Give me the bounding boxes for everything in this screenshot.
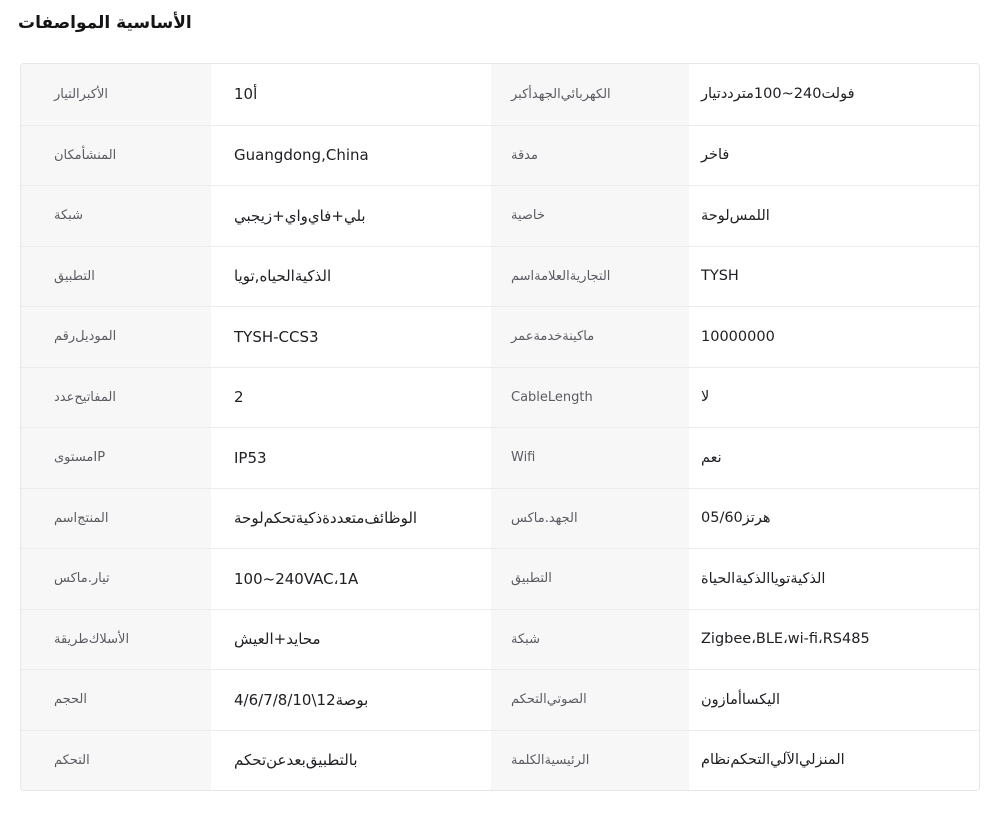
spec-label-left: التطبيق [21, 247, 211, 307]
spec-value-left: 2 [234, 388, 244, 407]
spec-value-left: تويا , الحياه الذكية [234, 267, 332, 286]
spec-value-right: نظام التحكم الآلي المنزلي [701, 752, 845, 769]
spec-value-right: لوحة اللمس [701, 207, 770, 224]
spec-label-right: التطبيق [491, 549, 689, 609]
spec-row [21, 306, 979, 367]
spec-label-left: مكان المنشأ [21, 126, 211, 186]
spec-label-left: التيار الأكبر [21, 64, 211, 125]
spec-value-left: IP53 [234, 448, 267, 467]
spec-label-right: شبكة [491, 610, 689, 670]
spec-value-right: أمازون اليكسا [701, 691, 781, 708]
spec-label-left: التحكم [21, 731, 211, 791]
spec-label-left: شبكة [21, 186, 211, 246]
spec-label-right: أكبر الجهد الكهربائي [491, 64, 689, 125]
spec-row [21, 730, 979, 791]
spec-row [21, 548, 979, 609]
spec-label-left: مستوى IP [21, 428, 211, 488]
page-title: المواصفات الأساسية [18, 13, 192, 33]
spec-label-left: ماكس . تيار [21, 549, 211, 609]
spec-value-left: 100 ~ 240VAC ، 1A [234, 569, 359, 588]
spec-label-right: التحكم الصوتي [491, 670, 689, 730]
spec-value-right: تيار متردد 100 ~ 240 فولت [701, 86, 855, 103]
spec-value-right: 10000000 [701, 328, 775, 345]
spec-row [21, 246, 979, 307]
spec-label-left: عدد المفاتيح [21, 368, 211, 428]
spec-label-right: Cable Length [491, 368, 689, 428]
spec-row [21, 367, 979, 428]
spec-row [21, 125, 979, 186]
spec-label-left: اسم المنتج [21, 489, 211, 549]
spec-value-left: 4/6/7/8/10\ 12 بوصة [234, 690, 369, 709]
specs-table [20, 63, 980, 791]
spec-value-right: فاخر [701, 147, 730, 164]
spec-value-right: الحياة الذكية تويا الذكية [701, 570, 826, 587]
spec-row [21, 488, 979, 549]
spec-row [21, 64, 979, 125]
spec-label-right: مدقة [491, 126, 689, 186]
spec-label-left: رقم الموديل [21, 307, 211, 367]
spec-value-left: Guangdong , China [234, 146, 369, 165]
spec-value-left: زيجبي + واي فاي + بلي [234, 206, 366, 225]
spec-value-left: TYSH-CCS3 [234, 327, 319, 346]
specifications-page [0, 10, 1000, 791]
spec-label-right: اسم العلامة التجارية [491, 247, 689, 307]
spec-row [21, 185, 979, 246]
spec-value-right: 05/60 هرتز [701, 510, 771, 527]
spec-value-left: لوحة تحكم ذكية متعددة الوظائف [234, 509, 418, 528]
spec-label-left: الحجم [21, 670, 211, 730]
spec-row [21, 609, 979, 670]
spec-label-right: عمر خدمة ماكينة [491, 307, 689, 367]
spec-label-right: الكلمة الرئيسية [491, 731, 689, 791]
spec-row [21, 669, 979, 730]
spec-label-right: خاصية [491, 186, 689, 246]
spec-value-right: لا [701, 389, 710, 406]
spec-value-right: نعم [701, 449, 722, 466]
spec-value-right: Zigbee ، BLE ، wi-fi ، RS485 [701, 631, 870, 648]
spec-label-right: ماكس . الجهد [491, 489, 689, 549]
spec-label-right: Wifi [491, 428, 689, 488]
spec-label-left: طريقة الأسلاك [21, 610, 211, 670]
spec-value-left: تحكم عن بعد بالتطبيق [234, 751, 358, 770]
spec-value-right: TYSH [701, 268, 739, 285]
spec-row [21, 427, 979, 488]
spec-value-left: 10 أ [234, 85, 258, 104]
spec-value-left: العيش + محايد [234, 630, 321, 649]
